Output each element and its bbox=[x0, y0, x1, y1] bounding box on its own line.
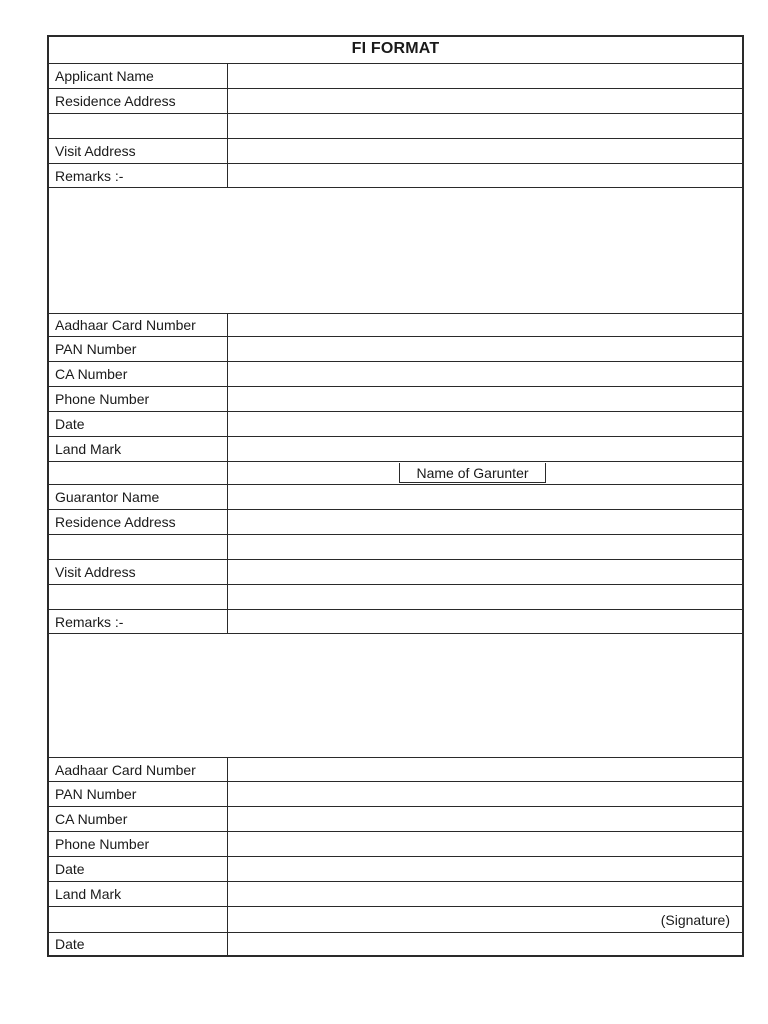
guarantor-visit-label: Visit Address bbox=[49, 560, 228, 584]
guarantor-date-field[interactable] bbox=[228, 857, 742, 881]
guarantor-pan-row bbox=[49, 782, 742, 807]
guarantor-aadhaar-field[interactable] bbox=[228, 758, 742, 781]
signature-field[interactable] bbox=[228, 907, 742, 932]
guarantor-remarks-row bbox=[49, 610, 742, 634]
guarantor-visit-row bbox=[49, 560, 742, 585]
guarantor-visit-continued-row bbox=[49, 585, 742, 610]
guarantor-ca-row bbox=[49, 807, 742, 832]
applicant-aadhaar-row bbox=[49, 314, 742, 337]
guarantor-phone-field[interactable] bbox=[228, 832, 742, 856]
guarantor-heading-cell bbox=[228, 462, 742, 484]
applicant-date-row bbox=[49, 412, 742, 437]
guarantor-heading-row bbox=[49, 462, 742, 485]
guarantor-date-row bbox=[49, 857, 742, 882]
guarantor-landmark-row bbox=[49, 882, 742, 907]
blank-label bbox=[49, 907, 228, 932]
guarantor-pan-field[interactable] bbox=[228, 782, 742, 806]
fi-format-form bbox=[47, 35, 744, 957]
applicant-remarks-label: Remarks :- bbox=[49, 164, 228, 187]
guarantor-phone-label: Phone Number bbox=[49, 832, 228, 856]
guarantor-remarks-header-field bbox=[228, 610, 742, 633]
guarantor-aadhaar-label: Aadhaar Card Number bbox=[49, 758, 228, 781]
applicant-residence-field-2[interactable] bbox=[228, 114, 742, 138]
applicant-phone-label: Phone Number bbox=[49, 387, 228, 411]
applicant-ca-row bbox=[49, 362, 742, 387]
applicant-landmark-row bbox=[49, 437, 742, 462]
applicant-date-field[interactable] bbox=[228, 412, 742, 436]
applicant-aadhaar-label: Aadhaar Card Number bbox=[49, 314, 228, 336]
applicant-ca-label: CA Number bbox=[49, 362, 228, 386]
signature-row bbox=[49, 907, 742, 933]
applicant-visit-row bbox=[49, 139, 742, 164]
final-date-label: Date bbox=[49, 933, 228, 955]
applicant-remarks-area[interactable] bbox=[49, 188, 742, 314]
applicant-name-row bbox=[49, 64, 742, 89]
guarantor-name-row bbox=[49, 485, 742, 510]
guarantor-remarks-label: Remarks :- bbox=[49, 610, 228, 633]
applicant-remarks-header-field bbox=[228, 164, 742, 187]
guarantor-residence-field[interactable] bbox=[228, 510, 742, 534]
guarantor-phone-row bbox=[49, 832, 742, 857]
final-date-row bbox=[49, 933, 742, 955]
applicant-landmark-field[interactable] bbox=[228, 437, 742, 461]
blank-label bbox=[49, 535, 228, 559]
applicant-residence-field[interactable] bbox=[228, 89, 742, 113]
final-date-field[interactable] bbox=[228, 933, 742, 955]
guarantor-name-label: Guarantor Name bbox=[49, 485, 228, 509]
guarantor-date-label: Date bbox=[49, 857, 228, 881]
applicant-visit-field[interactable] bbox=[228, 139, 742, 163]
guarantor-residence-field-2[interactable] bbox=[228, 535, 742, 559]
applicant-ca-field[interactable] bbox=[228, 362, 742, 386]
form-title: FI FORMAT bbox=[49, 37, 742, 64]
blank-label bbox=[49, 114, 228, 138]
guarantor-heading: Name of Garunter bbox=[399, 463, 546, 483]
guarantor-name-field[interactable] bbox=[228, 485, 742, 509]
applicant-pan-field[interactable] bbox=[228, 337, 742, 361]
guarantor-visit-field-2[interactable] bbox=[228, 585, 742, 609]
applicant-residence-continued-row bbox=[49, 114, 742, 139]
guarantor-visit-field[interactable] bbox=[228, 560, 742, 584]
guarantor-residence-continued-row bbox=[49, 535, 742, 560]
guarantor-aadhaar-row bbox=[49, 758, 742, 782]
blank-label bbox=[49, 462, 228, 484]
applicant-residence-row bbox=[49, 89, 742, 114]
guarantor-landmark-label: Land Mark bbox=[49, 882, 228, 906]
applicant-aadhaar-field[interactable] bbox=[228, 314, 742, 336]
applicant-phone-field[interactable] bbox=[228, 387, 742, 411]
guarantor-ca-label: CA Number bbox=[49, 807, 228, 831]
guarantor-ca-field[interactable] bbox=[228, 807, 742, 831]
applicant-name-field[interactable] bbox=[228, 64, 742, 88]
applicant-visit-label: Visit Address bbox=[49, 139, 228, 163]
guarantor-residence-row bbox=[49, 510, 742, 535]
applicant-landmark-label: Land Mark bbox=[49, 437, 228, 461]
blank-label bbox=[49, 585, 228, 609]
applicant-name-label: Applicant Name bbox=[49, 64, 228, 88]
guarantor-landmark-field[interactable] bbox=[228, 882, 742, 906]
applicant-pan-row bbox=[49, 337, 742, 362]
applicant-remarks-row bbox=[49, 164, 742, 188]
applicant-residence-label: Residence Address bbox=[49, 89, 228, 113]
signature-label: (Signature) bbox=[660, 911, 730, 928]
applicant-date-label: Date bbox=[49, 412, 228, 436]
guarantor-remarks-area[interactable] bbox=[49, 634, 742, 758]
guarantor-pan-label: PAN Number bbox=[49, 782, 228, 806]
applicant-phone-row bbox=[49, 387, 742, 412]
applicant-pan-label: PAN Number bbox=[49, 337, 228, 361]
guarantor-residence-label: Residence Address bbox=[49, 510, 228, 534]
